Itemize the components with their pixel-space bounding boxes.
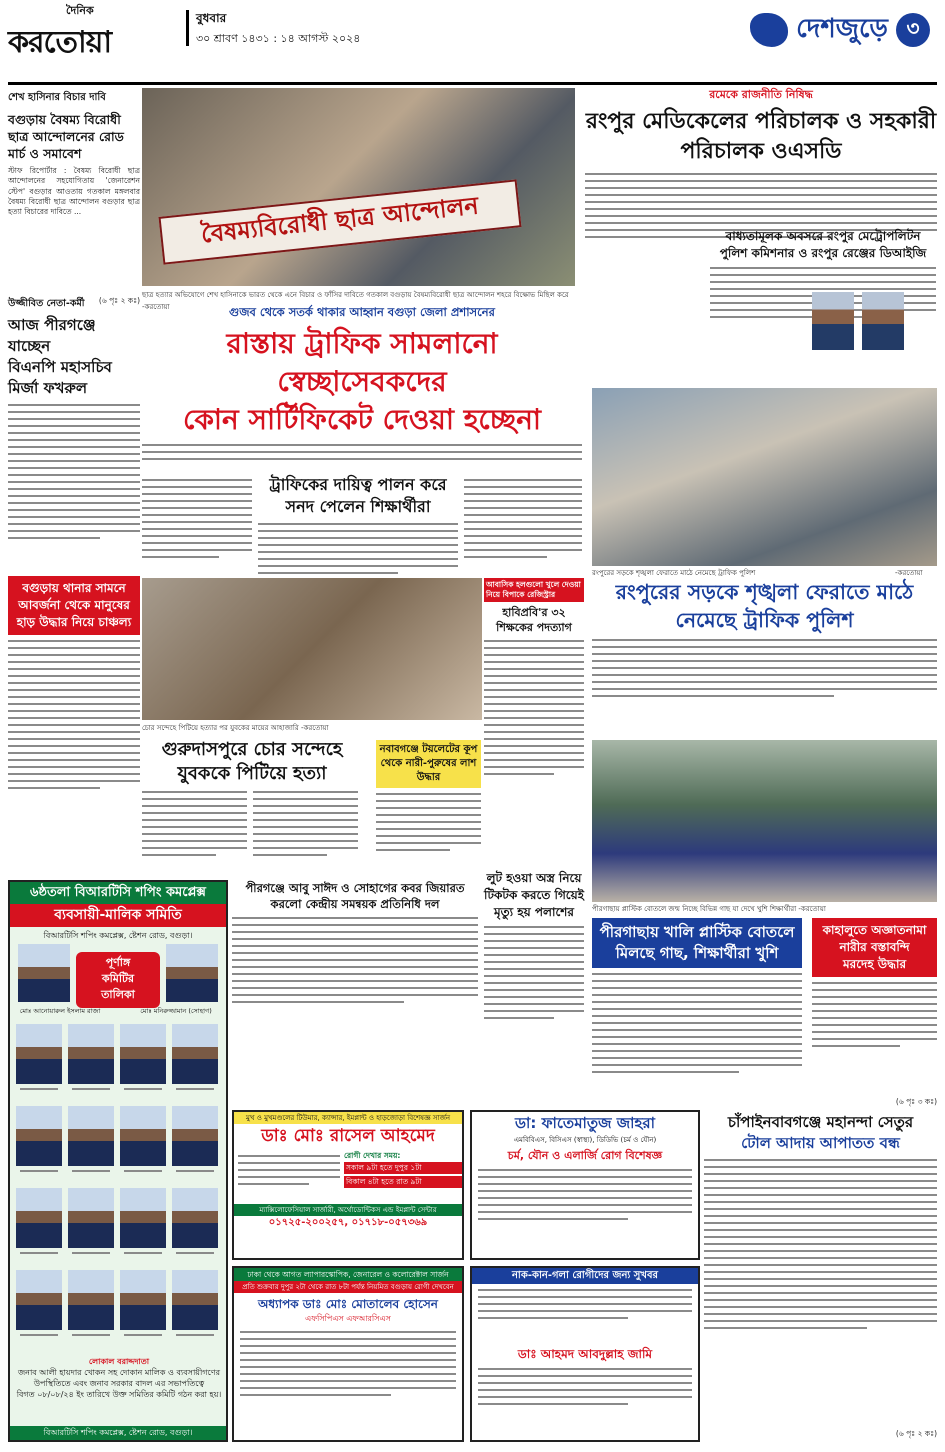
member-name-line: [72, 1170, 110, 1172]
story-subhead-1: ট্রাফিকের দায়িত্ব পালন করে: [269, 475, 447, 494]
story-kicker: আবাসিক হলগুলো খুলে দেওয়া নিয়ে বিপাকে রেজিস্ট্রার: [484, 578, 584, 602]
member-name-line: [176, 1334, 214, 1336]
member-photo: [68, 1270, 114, 1330]
story-headline-1: লুট হওয়া অস্ত্র নিয়ে: [486, 871, 582, 885]
issue-day: বুধবার: [196, 11, 227, 25]
ad-footer-2: জনাব আলী হায়দার খোকন সহ দোকান মালিক ও ব্যবসায়ীগণের উপস্থিতিতে এবং জনাব সরকার বাদল এর সভাপতিত্বে: [18, 1368, 220, 1388]
story-headline-3: মির্জা ফখরুল: [8, 379, 88, 397]
member-photo: [16, 1270, 62, 1330]
doctor-degree: এমবিবিএস, বিসিএস (স্বাস্থ্য), ডিডিভি (চর্ম ও যৌন): [513, 1136, 657, 1144]
member-photo: [172, 1188, 218, 1248]
member-photo: [68, 1106, 114, 1166]
logo-small: দৈনিক: [66, 4, 94, 17]
story-headline: বগুড়ায় বৈষম্য বিরোধী ছাত্র আন্দোলনের রোড মার্চ ও সমাবেশ: [8, 112, 124, 161]
photo-caption: চোর সন্দেহে পিটিয়ে হত্যার পর যুবকের মায়ের আহাজারি -করতোয়া: [142, 724, 329, 732]
story-body: স্টাফ রিপোর্টার : বৈষম্য বিরোধী ছাত্র আন্দোলনের সহযোগিতায় 'জেনারেশন স্টেপ' বগুড়ার আওতায় গতকাল মঙ্গলবার বৈষম্য বিরোধী ছাত্র আন্দোলন বগুড়ার ছাত্র হত্যা বিচারের দাবিতে ...: [8, 166, 140, 217]
story-headline-2: মিলছে গাছ, শিক্ষার্থীরা খুশি: [615, 944, 779, 962]
story-headline: নবাবগঞ্জে টয়লেটের কূপ থেকে নারী-পুরুষের লাশ উদ্ধার: [376, 740, 481, 788]
ad-footer-1: লোকাল বরাদ্দদাতা: [88, 1357, 150, 1366]
story-hstu-resign: [484, 578, 584, 878]
ad-dr-rasel: [232, 1110, 464, 1260]
clinic-name: ম্যাক্সিলোফেসিয়াল সার্জারী, অর্থোডোন্টিকস এন্ড ইমপ্লান্ট সেন্টার: [234, 1204, 462, 1216]
photo-caption: ছাত্র হত্যার অভিযোগে শেখ হাসিনাকে ভারত থেকে এনে বিচার ও ফাঁসির দাবিতে গতকাল বগুড়ায় বৈষম্যবিরোধী ছাত্র আন্দোলন শহরে বিক্ষোভ মিছিল করে -করতোয়া: [142, 291, 569, 311]
story-mirza-fakhrul: [8, 297, 140, 597]
story-headline: হাবিপ্রবি'র ৩২ শিক্ষকের পদত্যাগ: [496, 606, 572, 634]
photo-credit: -করতোয়া: [895, 569, 923, 577]
story-kicker: গুজব থেকে সতর্ক থাকার আহ্বান বগুড়া জেলা প্রশাসনের: [229, 305, 495, 319]
member-photo: [120, 1270, 166, 1330]
newspaper-logo: [8, 4, 178, 60]
issue-date-text: ৩০ শ্রাবণ ১৪৩১ : ১৪ আগস্ট ২০২৪: [196, 32, 361, 45]
doctor-specialty: চর্ম, যৌন ও এলার্জি রোগ বিশেষজ্ঞ: [507, 1149, 663, 1162]
member-photo: [172, 1270, 218, 1330]
story-headline-2: করলো কেন্দ্রীয় সমন্বয়ক প্রতিনিধি দল: [270, 897, 440, 911]
ad-top: ঢাকা থেকে আগত ল্যাপারস্কোপিক, জেনারেল ও কলোরেক্টাল সার্জন: [234, 1268, 462, 1281]
ad-top: নাক-কান-গলা রোগীদের জন্য সুখবর: [472, 1268, 698, 1284]
member-name-line: [72, 1252, 110, 1254]
hours-morning: সকাল ৯টা হতে দুপুর ১টা: [344, 1162, 462, 1174]
continued-ref: (৬ পৃঃ ২ কঃ): [98, 296, 140, 305]
doctor-name: ডাঃ মোঃ রাসেল আহমেদ: [261, 1126, 435, 1146]
member-name-line: [72, 1088, 110, 1090]
story-gurudaspur-killing: [142, 738, 362, 868]
story-headline-1: গুরুদাসপুরে চোর সন্দেহে: [161, 739, 343, 760]
doctor-name: অধ্যাপক ডাঃ মোঃ মোতালেব হোসেন: [258, 1297, 438, 1311]
story-bones-found: [8, 576, 140, 876]
ad-dr-motaleb: [232, 1266, 464, 1442]
ad-sub: প্রতি শুক্রবার দুপুর ২টা থেকে রাত ৮টা পর্যন্ত নিয়মিত বগুড়ায় রোগী দেখবেন: [234, 1281, 462, 1293]
doctor-name: ডাঃ আহমদ আবদুল্লাহ জামি: [517, 1347, 653, 1361]
member-name-line: [20, 1252, 58, 1254]
story-headline: বগুড়ায় থানার সামনে আবর্জনা থেকে মানুষের হাড় উদ্ধার নিয়ে চাঞ্চল্য: [8, 576, 140, 635]
story-kicker: শেখ হাসিনার বিচার দাবি: [8, 92, 106, 103]
president-photo: [18, 944, 70, 1002]
member-name-line: [176, 1170, 214, 1172]
story-kicker: রমেকে রাজনীতি নিষিদ্ধ: [709, 88, 813, 101]
member-photo: [172, 1024, 218, 1084]
page-number: ৩: [896, 13, 930, 47]
story-headline: রংপুরের সড়কে শৃঙ্খলা ফেরাতে মাঠে নেমেছে ট্রাফিক পুলিশ: [615, 580, 914, 632]
member-name-line: [20, 1088, 58, 1090]
students-bottle-garden-photo: [592, 740, 937, 902]
story-headline: বাধ্যতামূলক অবসরে রংপুর মেট্রোপলিটন পুলিশ কমিশনার ও রংপুর রেঞ্জের ডিআইজি: [719, 229, 927, 260]
ad-top: মুখ ও মুখমণ্ডলের টিউমার, ক্যান্সার, ইমপ্লান্ট ও হাড়জোড়া বিশেষজ্ঞ সার্জন: [234, 1112, 462, 1124]
grieving-mother-photo: [142, 578, 482, 720]
story-kahalu-body: [812, 918, 937, 1108]
ad-ent: [470, 1266, 700, 1442]
story-pirganj-visit: [232, 880, 478, 1100]
hours-label: রোগী দেখার সময়:: [344, 1151, 401, 1160]
photo-caption: রংপুরের সড়কে শৃঙ্খলা ফেরাতে মাঠে নেমেছে ট্রাফিক পুলিশ: [592, 569, 756, 577]
member-name-line: [20, 1170, 58, 1172]
member-name-line: [176, 1252, 214, 1254]
story-headline-1: কাহালুতে অজ্ঞাতনামা: [822, 923, 927, 937]
ad-address: বিআরটিসি শপিং কমপ্লেক্স, ষ্টেশন রোড, বগুড়া।: [43, 931, 193, 940]
member-name-line: [124, 1334, 162, 1336]
header-divider: [186, 10, 189, 46]
member-name-line: [124, 1252, 162, 1254]
member-name-line: [124, 1170, 162, 1172]
story-headline-3: মৃত্যু হয় পলাশের: [494, 905, 574, 919]
member-name-line: [176, 1088, 214, 1090]
story-headline-2: কোন সার্টিফিকেট দেওয়া হচ্ছেনা: [182, 403, 542, 436]
story-headline-1: পীরগাছায় খালি প্লাস্টিক বোতলে: [599, 923, 795, 941]
traffic-police-photo: [592, 388, 937, 566]
badge-line-3: তালিকা: [101, 988, 135, 1001]
doctor-degree: এফসিপিএস এফআরসিএস: [305, 1314, 391, 1323]
ad-dr-fatema: [470, 1110, 700, 1260]
story-headline-3: মরদেহ উদ্ধার: [842, 957, 907, 971]
commissioner-portrait: [812, 292, 854, 350]
ad-subtitle: ব্যবসায়ী-মালিক সমিতি: [10, 904, 226, 927]
story-rangpur-traffic: [592, 578, 937, 728]
story-headline-1: আজ পীরগঞ্জে যাচ্ছেন: [8, 316, 96, 355]
member-photo: [172, 1106, 218, 1166]
member-photo: [120, 1188, 166, 1248]
ad-bottom-address: বিআরটিসি শপিং কমপ্লেক্স, ষ্টেশন রোড, বগুড়া।: [10, 1426, 226, 1440]
photo-caption: পীরগাছায় প্লাস্টিক বোতলে জন্ম নিচ্ছে বিভিন্ন গাছ যা দেখে খুশি শিক্ষার্থীরা -করতোয়া: [592, 905, 826, 913]
doctor-name: ডা: ফাতেমাতুজ জাহরা: [514, 1114, 656, 1132]
story-mahananda-bridge: [704, 1112, 937, 1442]
protest-banner: বৈষম্যবিরোধী ছাত্র আন্দোলন: [158, 179, 521, 264]
story-headline: রংপুর মেডিকেলের পরিচালক ও সহকারী পরিচালক ওএসডি: [585, 109, 937, 164]
page-header: [0, 0, 945, 80]
ad-footer-3: বিগত ০৮/০৮/২৪ ইং তারিখে উক্ত সমিতির কমিটি গঠন করা হয়।: [16, 1390, 222, 1399]
hours-evening: বিকাল ৪টা হতে রাত ৯টা: [344, 1176, 462, 1188]
member-photo: [16, 1024, 62, 1084]
story-traffic-volunteers: [142, 304, 582, 572]
story-kicker: উজ্জীবিত নেতা-কর্মী: [8, 298, 85, 309]
secretary-photo: [166, 944, 218, 1002]
story-headline-2: টোল আদায় আপাতত বন্ধ: [741, 1134, 900, 1152]
dig-portrait: [862, 292, 904, 350]
header-rule: [8, 82, 937, 85]
member-photo-grid: [16, 1024, 222, 1354]
member-photo: [16, 1188, 62, 1248]
story-tiktok-death: [484, 870, 584, 1110]
member-photo: [68, 1024, 114, 1084]
story-headline-2: টিকটক করতে গিয়েই: [484, 888, 584, 902]
president-name: মোঃ আনোয়ারুল ইসলাম রাজা: [19, 1007, 101, 1015]
rally-photo: [142, 88, 575, 286]
badge-line-1: পূর্ণাঙ্গ: [105, 956, 131, 969]
ad-title: ৬ষ্ঠতলা বিআরটিসি শপিং কমপ্লেক্স: [10, 882, 226, 904]
bangladesh-map-icon: [750, 13, 788, 47]
story-headline-1: রাস্তায় ট্রাফিক সামলানো স্বেচ্ছাসেবকদের: [226, 327, 498, 398]
story-headline-1: চাঁপাইনবাবগঞ্জে মহানন্দা সেতুর: [727, 1113, 914, 1131]
member-photo: [16, 1106, 62, 1166]
logo-text: করতোয়া: [8, 25, 112, 60]
story-headline-2: যুবককে পিটিয়ে হত্যা: [177, 763, 327, 784]
story-headline-2: নারীর বস্তাবন্দি: [839, 940, 910, 954]
secretary-name: মোঃ মনিরুজ্জামান (সোহাগ): [140, 1007, 212, 1015]
member-photo: [68, 1188, 114, 1248]
continued-ref: (৬ পৃঃ ২ কঃ): [895, 1429, 937, 1438]
member-photo: [120, 1106, 166, 1166]
clinic-phone: ০১৭২৫-২০০২৫৭, ০১৭১৮-০৫৭৩৬৯: [268, 1217, 428, 1228]
story-nawabganj-bodies: [376, 740, 481, 870]
ad-brtc-committee: [8, 880, 228, 1442]
issue-date: [196, 10, 360, 49]
continued-ref: (৬ পৃঃ ৩ কঃ): [895, 1097, 937, 1106]
story-headline-1: পীরগঞ্জে আবু সাঈদ ও সোহাগের কবর জিয়ারত: [245, 881, 465, 895]
section-title: [680, 8, 930, 52]
section-name: দেশজুড়ে: [796, 14, 888, 44]
story-headline-2: বিএনপি মহাসচিব: [8, 358, 112, 376]
member-photo: [120, 1024, 166, 1084]
badge-line-2: কমিটির: [101, 972, 135, 985]
committee-badge: [76, 952, 160, 1008]
member-name-line: [72, 1334, 110, 1336]
member-name-line: [20, 1334, 58, 1336]
member-name-line: [124, 1088, 162, 1090]
story-subhead-2: সনদ পেলেন শিক্ষার্থীরা: [285, 497, 431, 516]
